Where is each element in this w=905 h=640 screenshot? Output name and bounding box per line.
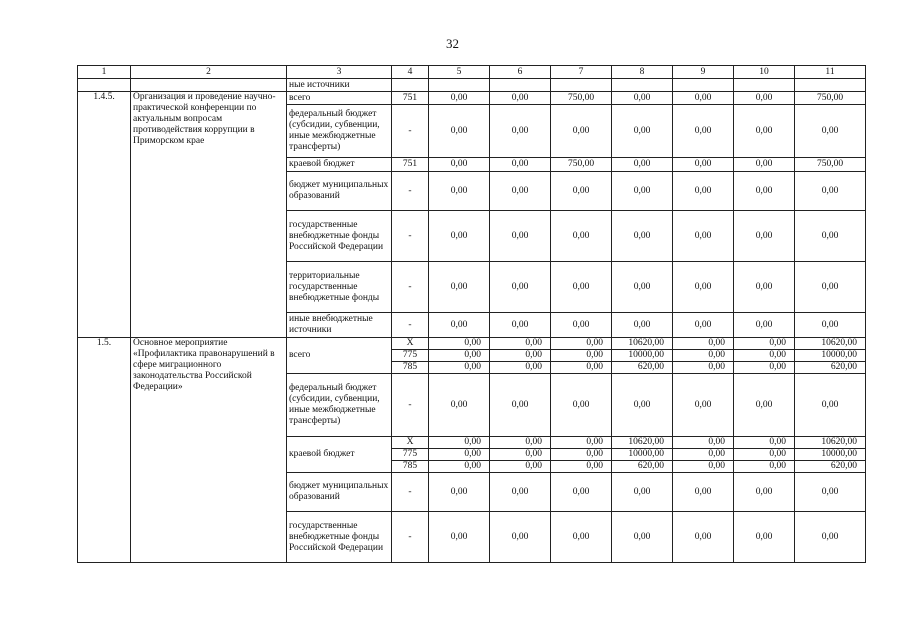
table-row bbox=[78, 92, 866, 105]
value-cell: 10620,00 bbox=[612, 437, 673, 449]
funding-source: всего bbox=[287, 92, 392, 105]
budget-code: 751 bbox=[392, 92, 429, 105]
value-cell: 620,00 bbox=[612, 461, 673, 473]
value-cell: 0,00 bbox=[490, 158, 551, 172]
value-cell: 0,00 bbox=[490, 461, 551, 473]
value-cell: 0,00 bbox=[734, 512, 795, 563]
value-cell: 0,00 bbox=[795, 262, 866, 313]
value-cell: 620,00 bbox=[795, 461, 866, 473]
budget-code: 785 bbox=[392, 362, 429, 374]
value-cell: 0,00 bbox=[795, 512, 866, 563]
column-number-row bbox=[78, 66, 866, 79]
funding-source: всего bbox=[287, 338, 392, 374]
budget-code: X bbox=[392, 437, 429, 449]
budget-code: - bbox=[392, 512, 429, 563]
value-cell: 0,00 bbox=[795, 211, 866, 262]
value-cell: 0,00 bbox=[551, 374, 612, 437]
value-cell: 0,00 bbox=[490, 313, 551, 338]
value-cell: 0,00 bbox=[490, 105, 551, 158]
value-cell: 0,00 bbox=[429, 350, 490, 362]
value-cell: 0,00 bbox=[490, 338, 551, 350]
budget-code: 775 bbox=[392, 449, 429, 461]
value-cell: 0,00 bbox=[673, 92, 734, 105]
value-cell: 0,00 bbox=[734, 437, 795, 449]
value-cell: 0,00 bbox=[429, 158, 490, 172]
value-cell: 0,00 bbox=[795, 374, 866, 437]
value-cell: 0,00 bbox=[795, 313, 866, 338]
value-cell: 0,00 bbox=[551, 449, 612, 461]
value-cell: 750,00 bbox=[551, 158, 612, 172]
value-cell: 0,00 bbox=[795, 105, 866, 158]
value-cell: 0,00 bbox=[429, 362, 490, 374]
budget-code: X bbox=[392, 338, 429, 350]
budget-code: 751 bbox=[392, 158, 429, 172]
value-cell: 0,00 bbox=[673, 449, 734, 461]
value-cell: 0,00 bbox=[551, 512, 612, 563]
funding-source: территориальные государственные внебюджетные фонды bbox=[287, 262, 392, 313]
value-cell: 0,00 bbox=[612, 374, 673, 437]
value-cell: 0,00 bbox=[429, 473, 490, 512]
value-cell: 0,00 bbox=[429, 172, 490, 211]
value-cell: 10620,00 bbox=[612, 338, 673, 350]
value-cell: 0,00 bbox=[551, 461, 612, 473]
value-cell: 0,00 bbox=[551, 105, 612, 158]
value-cell: 0,00 bbox=[734, 158, 795, 172]
funding-source: краевой бюджет bbox=[287, 437, 392, 473]
page-number: 32 bbox=[446, 36, 459, 51]
value-cell: 0,00 bbox=[551, 313, 612, 338]
column-header: 1 bbox=[78, 66, 131, 79]
funding-source: федеральный бюджет (субсидии, субвенции, иные межбюджетные трансферты) bbox=[287, 374, 392, 437]
value-cell: 0,00 bbox=[612, 92, 673, 105]
column-header: 4 bbox=[392, 66, 429, 79]
value-cell: 10000,00 bbox=[612, 449, 673, 461]
column-header: 10 bbox=[734, 66, 795, 79]
value-cell: 620,00 bbox=[612, 362, 673, 374]
value-cell: 0,00 bbox=[490, 362, 551, 374]
column-header: 11 bbox=[795, 66, 866, 79]
budget-code: - bbox=[392, 374, 429, 437]
value-cell: 0,00 bbox=[551, 473, 612, 512]
value-cell: 0,00 bbox=[490, 437, 551, 449]
value-cell: 10000,00 bbox=[795, 449, 866, 461]
continuation-source: ные источники bbox=[287, 79, 392, 92]
value-cell: 0,00 bbox=[490, 449, 551, 461]
column-header: 9 bbox=[673, 66, 734, 79]
value-cell: 0,00 bbox=[734, 449, 795, 461]
value-cell: 0,00 bbox=[673, 172, 734, 211]
budget-code: 775 bbox=[392, 350, 429, 362]
value-cell: 0,00 bbox=[673, 512, 734, 563]
budget-code: - bbox=[392, 105, 429, 158]
budget-table bbox=[77, 65, 866, 563]
value-cell: 0,00 bbox=[490, 262, 551, 313]
value-cell: 0,00 bbox=[612, 172, 673, 211]
value-cell: 0,00 bbox=[490, 211, 551, 262]
value-cell: 0,00 bbox=[429, 211, 490, 262]
value-cell: 0,00 bbox=[612, 262, 673, 313]
item-code: 1.5. bbox=[78, 338, 131, 563]
value-cell: 0,00 bbox=[673, 158, 734, 172]
table-row bbox=[78, 338, 866, 350]
value-cell: 0,00 bbox=[551, 350, 612, 362]
value-cell: 10620,00 bbox=[795, 338, 866, 350]
column-header: 6 bbox=[490, 66, 551, 79]
column-header: 7 bbox=[551, 66, 612, 79]
value-cell: 0,00 bbox=[673, 473, 734, 512]
value-cell: 0,00 bbox=[551, 437, 612, 449]
budget-code: - bbox=[392, 313, 429, 338]
value-cell: 0,00 bbox=[795, 172, 866, 211]
value-cell: 0,00 bbox=[734, 313, 795, 338]
value-cell: 10620,00 bbox=[795, 437, 866, 449]
value-cell: 0,00 bbox=[429, 374, 490, 437]
funding-source: государственные внебюджетные фонды Российской Федерации bbox=[287, 512, 392, 563]
value-cell: 0,00 bbox=[734, 172, 795, 211]
value-cell: 0,00 bbox=[551, 262, 612, 313]
column-header: 8 bbox=[612, 66, 673, 79]
value-cell: 0,00 bbox=[490, 374, 551, 437]
value-cell: 0,00 bbox=[734, 92, 795, 105]
value-cell: 0,00 bbox=[734, 374, 795, 437]
value-cell: 0,00 bbox=[612, 211, 673, 262]
value-cell: 0,00 bbox=[734, 338, 795, 350]
value-cell: 10000,00 bbox=[795, 350, 866, 362]
value-cell: 0,00 bbox=[551, 172, 612, 211]
value-cell: 0,00 bbox=[673, 362, 734, 374]
value-cell: 0,00 bbox=[734, 473, 795, 512]
section-1-4-5 bbox=[78, 92, 866, 338]
value-cell: 0,00 bbox=[734, 262, 795, 313]
column-header: 3 bbox=[287, 66, 392, 79]
value-cell: 0,00 bbox=[429, 512, 490, 563]
budget-code: - bbox=[392, 473, 429, 512]
value-cell: 750,00 bbox=[795, 92, 866, 105]
value-cell: 0,00 bbox=[734, 461, 795, 473]
funding-source: государственные внебюджетные фонды Российской Федерации bbox=[287, 211, 392, 262]
value-cell: 0,00 bbox=[551, 362, 612, 374]
value-cell: 0,00 bbox=[429, 461, 490, 473]
section-1-5 bbox=[78, 338, 866, 563]
value-cell: 0,00 bbox=[612, 473, 673, 512]
value-cell: 0,00 bbox=[490, 172, 551, 211]
value-cell: 0,00 bbox=[673, 211, 734, 262]
value-cell: 0,00 bbox=[673, 105, 734, 158]
budget-code: - bbox=[392, 211, 429, 262]
value-cell: 0,00 bbox=[734, 211, 795, 262]
value-cell: 0,00 bbox=[429, 338, 490, 350]
value-cell: 0,00 bbox=[612, 105, 673, 158]
item-name: Организация и проведение научно-практической конференции по актуальным вопросам противодействия коррупции в Приморском крае bbox=[131, 92, 287, 338]
value-cell: 0,00 bbox=[551, 338, 612, 350]
funding-source: бюджет муниципальных образований bbox=[287, 473, 392, 512]
value-cell: 0,00 bbox=[429, 92, 490, 105]
value-cell: 0,00 bbox=[612, 313, 673, 338]
budget-code: - bbox=[392, 262, 429, 313]
value-cell: 0,00 bbox=[673, 437, 734, 449]
value-cell: 0,00 bbox=[490, 350, 551, 362]
value-cell: 750,00 bbox=[551, 92, 612, 105]
value-cell: 0,00 bbox=[490, 92, 551, 105]
funding-source: иные внебюджетные источники bbox=[287, 313, 392, 338]
value-cell: 620,00 bbox=[795, 362, 866, 374]
value-cell: 0,00 bbox=[673, 338, 734, 350]
value-cell: 0,00 bbox=[490, 473, 551, 512]
value-cell: 0,00 bbox=[734, 105, 795, 158]
value-cell: 0,00 bbox=[429, 105, 490, 158]
value-cell: 0,00 bbox=[673, 313, 734, 338]
value-cell: 0,00 bbox=[429, 313, 490, 338]
funding-source: краевой бюджет bbox=[287, 158, 392, 172]
funding-source: федеральный бюджет (субсидии, субвенции, иные межбюджетные трансферты) bbox=[287, 105, 392, 158]
value-cell: 0,00 bbox=[673, 374, 734, 437]
continuation-row bbox=[78, 79, 866, 92]
value-cell: 0,00 bbox=[673, 350, 734, 362]
value-cell: 0,00 bbox=[551, 211, 612, 262]
budget-code: 785 bbox=[392, 461, 429, 473]
value-cell: 0,00 bbox=[734, 350, 795, 362]
value-cell: 0,00 bbox=[673, 262, 734, 313]
value-cell: 0,00 bbox=[490, 512, 551, 563]
value-cell: 0,00 bbox=[429, 437, 490, 449]
value-cell: 0,00 bbox=[612, 512, 673, 563]
column-header: 5 bbox=[429, 66, 490, 79]
value-cell: 0,00 bbox=[429, 449, 490, 461]
value-cell: 0,00 bbox=[795, 473, 866, 512]
value-cell: 750,00 bbox=[795, 158, 866, 172]
funding-source: бюджет муниципальных образований bbox=[287, 172, 392, 211]
value-cell: 0,00 bbox=[673, 461, 734, 473]
column-header: 2 bbox=[131, 66, 287, 79]
item-name: Основное мероприятие «Профилактика правонарушений в сфере миграционного законодательства Российской Федерации» bbox=[131, 338, 287, 563]
budget-code: - bbox=[392, 172, 429, 211]
value-cell: 0,00 bbox=[734, 362, 795, 374]
value-cell: 0,00 bbox=[429, 262, 490, 313]
value-cell: 0,00 bbox=[612, 158, 673, 172]
value-cell: 10000,00 bbox=[612, 350, 673, 362]
item-code: 1.4.5. bbox=[78, 92, 131, 338]
